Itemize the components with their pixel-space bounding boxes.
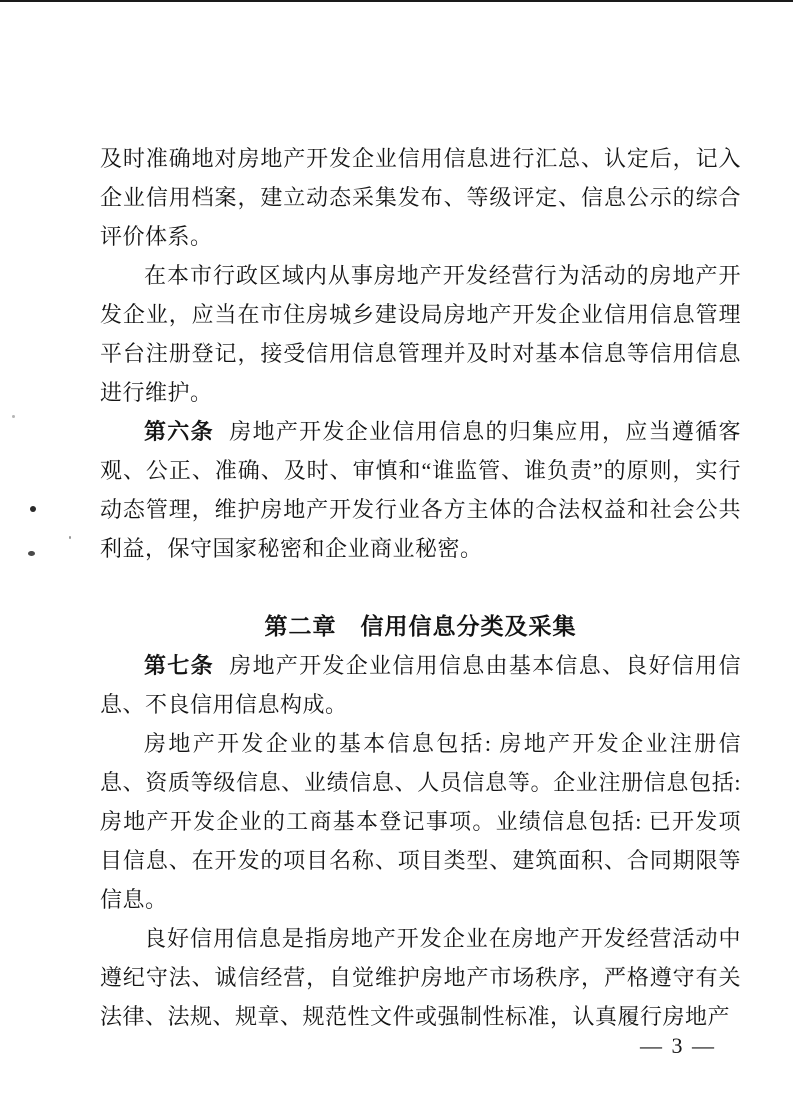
scan-speck (12, 415, 15, 418)
chapter-heading: 第二章 信用信息分类及采集 (264, 614, 577, 639)
article-number: 第六条 (144, 419, 214, 444)
paragraph-text: 房地产开发企业的基本信息包括: 房地产开发企业注册信息、资质等级信息、业绩信息、人员信息等。企业注册信息包括: 房地产开发企业的工商基本登记事项。业绩信息包括: 已开发项目信息、在开发的项目名称、项目类型、建筑面积、合同期限等信息。 (100, 731, 741, 912)
paragraph-text: 及时准确地对房地产开发企业信用信息进行汇总、认定后，记入企业信用档案，建立动态采集发布、等级评定、信息公示的综合评价体系。 (100, 146, 741, 249)
paragraph-text: 房地产开发企业信用信息的归集应用，应当遵循客观、公正、准确、及时、审慎和“谁监管、谁负责”的原则，实行动态管理，维护房地产开发行业各方主体的合法权益和社会公共利益，保守国家秘密和企业商业秘密。 (100, 419, 741, 561)
scan-speck (30, 506, 36, 512)
paragraph-text: 在本市行政区域内从事房地产开发经营行为活动的房地产开发企业，应当在市住房城乡建设局房地产开发企业信用信息管理平台注册登记，接受信用信息管理并及时对基本信息等信用信息进行维护。 (100, 263, 741, 405)
body-paragraph (100, 139, 741, 256)
article-number: 第七条 (144, 653, 214, 678)
scan-speck (69, 536, 71, 539)
scan-edge-line (0, 0, 793, 2)
article-paragraph (100, 412, 741, 568)
body-paragraph (100, 724, 741, 919)
article-paragraph (100, 646, 741, 724)
body-paragraph (100, 919, 741, 1036)
document-body (100, 139, 741, 1036)
page-number: — 3 — (640, 1033, 716, 1058)
paragraph-text: 良好信用信息是指房地产开发企业在房地产开发经营活动中遵纪守法、诚信经营，自觉维护房地产市场秩序，严格遵守有关法律、法规、规章、规范性文件或强制性标准，认真履行房地产 (100, 926, 741, 1029)
scan-speck (28, 551, 35, 556)
paragraph-text: 房地产开发企业信用信息由基本信息、良好信用信息、不良信用信息构成。 (100, 653, 741, 717)
body-paragraph (100, 256, 741, 412)
